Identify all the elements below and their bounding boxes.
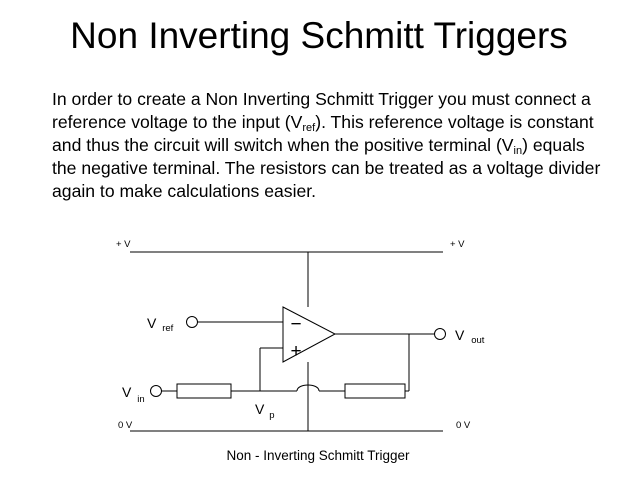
- slide-title: Non Inverting Schmitt Triggers: [70, 15, 568, 56]
- vout-label-sub: out: [471, 335, 485, 346]
- vout-terminal: [435, 329, 446, 340]
- supply-label-right: + V: [450, 239, 465, 250]
- vout-label: [455, 327, 485, 346]
- vout-label-main: V: [455, 327, 465, 343]
- input-resistor: [177, 384, 231, 398]
- ground-label-left: 0 V: [118, 420, 133, 431]
- paragraph-text-2: ). This reference voltage is constant and thus the circuit will switch when the positive terminal (V: [52, 112, 594, 155]
- supply-label-left: + V: [116, 239, 131, 250]
- paragraph-text-1: In order to create a Non Inverting Schmitt Trigger you must connect a reference voltage to the input (V: [52, 89, 591, 132]
- paragraph-text-3: ) equals the negative terminal. The resistors can be treated as a voltage divider again to make calculations easier.: [52, 135, 601, 201]
- noninverting-input-sign: +: [290, 341, 302, 362]
- vref-label-sub: ref: [162, 323, 174, 334]
- feedback-resistor: [345, 384, 405, 398]
- vref-terminal: [187, 317, 198, 328]
- vp-label-sub: p: [269, 410, 275, 421]
- inverting-input-sign: −: [290, 314, 302, 335]
- vin-label-main: V: [122, 384, 132, 400]
- ground-label-right: 0 V: [456, 420, 471, 431]
- vref-subscript: ref: [302, 122, 316, 134]
- vp-label: [255, 401, 275, 421]
- vref-label-main: V: [147, 315, 157, 331]
- vref-label: [147, 315, 174, 334]
- vin-label-sub: in: [137, 394, 145, 405]
- vp-label-main: V: [255, 401, 265, 417]
- vin-subscript: in: [513, 145, 523, 157]
- vin-label: [122, 384, 145, 405]
- diagram-caption: Non - Inverting Schmitt Trigger: [226, 448, 410, 463]
- vin-terminal: [151, 386, 162, 397]
